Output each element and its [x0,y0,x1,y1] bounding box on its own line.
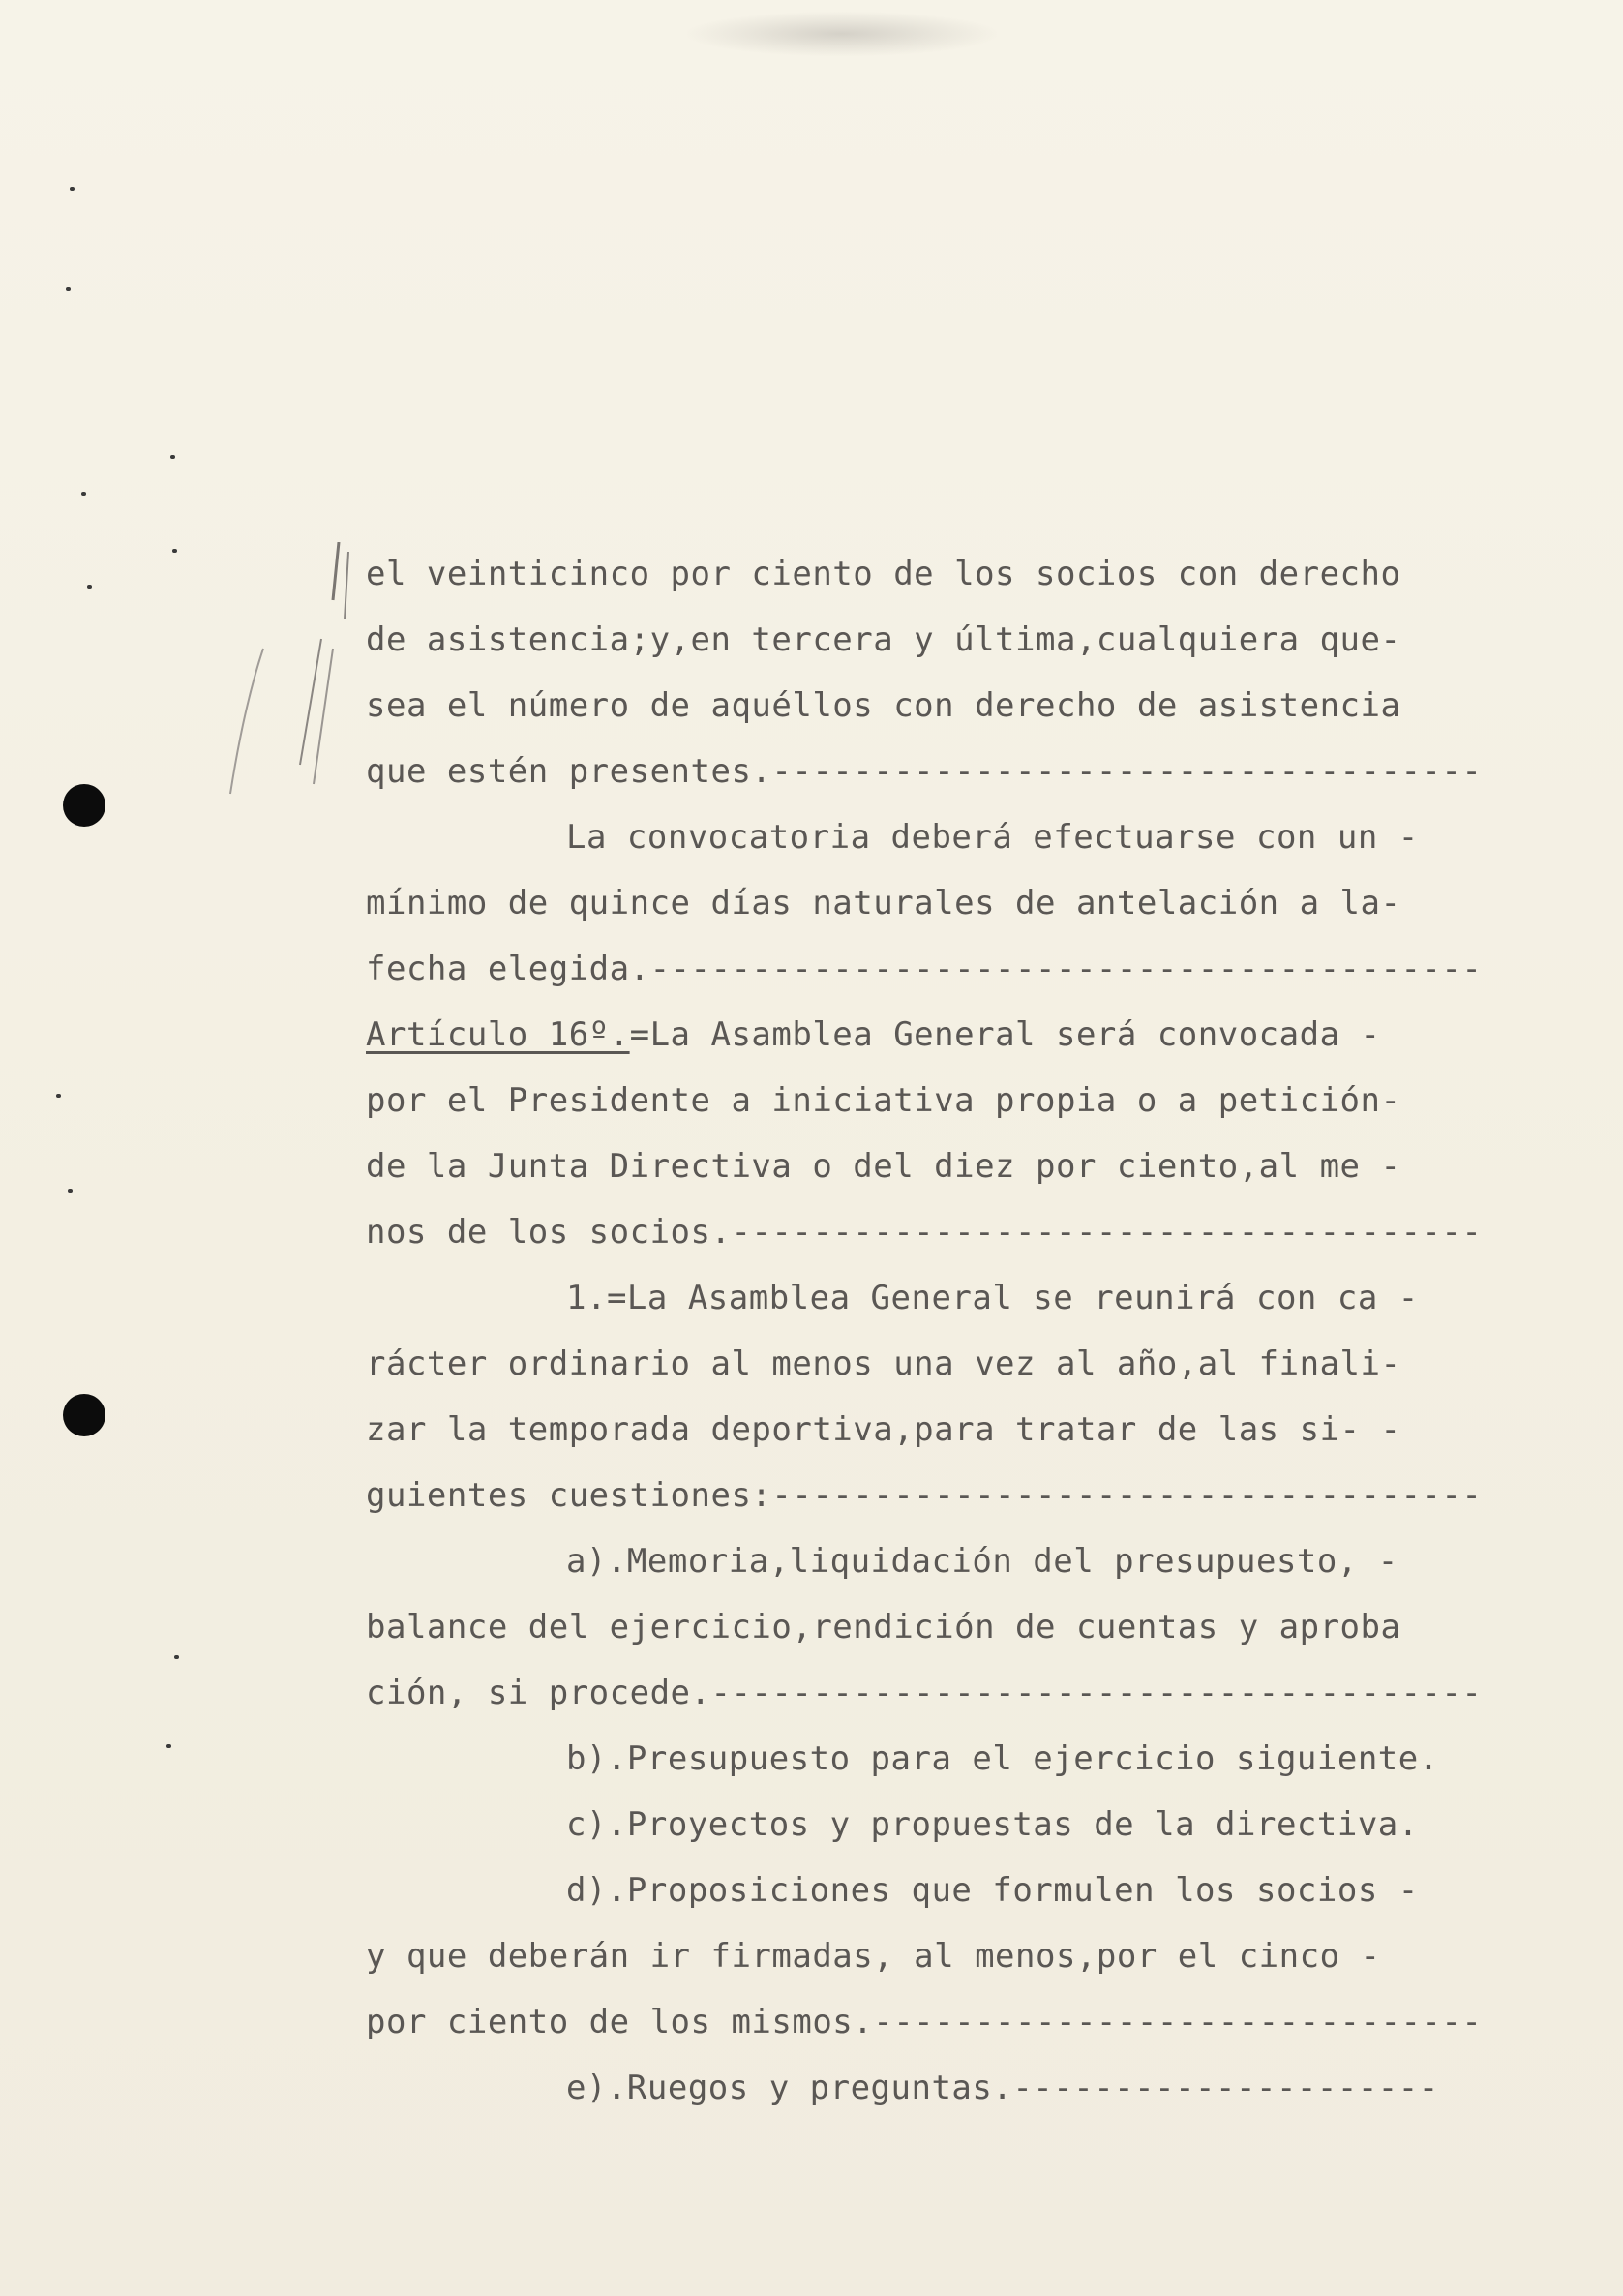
text-line: 1.=La Asamblea General se reunirá con ca - [566,1279,1419,1317]
text-line: zar la temporada deportiva,para tratar de las si- - [366,1410,1401,1449]
text-line: guientes cuestiones:----------------------------------- [366,1476,1483,1515]
article-heading-line [366,1011,1488,1059]
text-line: d).Proposiciones que formulen los socios - [566,1871,1419,1910]
text-line: c).Proyectos y propuestas de la directiva. [566,1805,1419,1844]
text-line: fecha elegida.----------------------------------------- [366,950,1483,988]
text-line: a).Memoria,liquidación del presupuesto, - [566,1542,1398,1581]
text-line: mínimo de quince días naturales de antelación a la- [366,884,1401,922]
text-line: ción, si procede.-------------------------------------- [366,1674,1483,1712]
text-line: nos de los socios.------------------------------------- [366,1213,1483,1252]
text-line: y que deberán ir firmadas, al menos,por el cinco - [366,1937,1381,1976]
text-line: e).Ruegos y preguntas.--------------------- [566,2069,1439,2107]
text-line: sea el número de aquéllos con derecho de asistencia [366,686,1401,725]
text-line: =La Asamblea General será convocada - [629,1015,1381,1054]
text-line: rácter ordinario al menos una vez al año,al finali- [366,1344,1401,1383]
text-line: La convocatoria deberá efectuarse con un - [566,818,1419,857]
text-line: que estén presentes.----------------------------------- [366,752,1483,791]
text-line: por ciento de los mismos.------------------------------ [366,2003,1483,2041]
article-number: Artículo 16º. [366,1015,630,1054]
text-line: de asistencia;y,en tercera y última,cualquiera que- [366,620,1401,659]
text-line: por el Presidente a iniciativa propia o a petición- [366,1081,1401,1120]
text-line: balance del ejercicio,rendición de cuentas y aproba [366,1608,1401,1646]
text-line: el veinticinco por ciento de los socios con derecho [366,555,1401,593]
text-line: de la Junta Directiva o del diez por ciento,al me - [366,1147,1401,1186]
text-line: b).Presupuesto para el ejercicio siguiente. [566,1739,1439,1778]
